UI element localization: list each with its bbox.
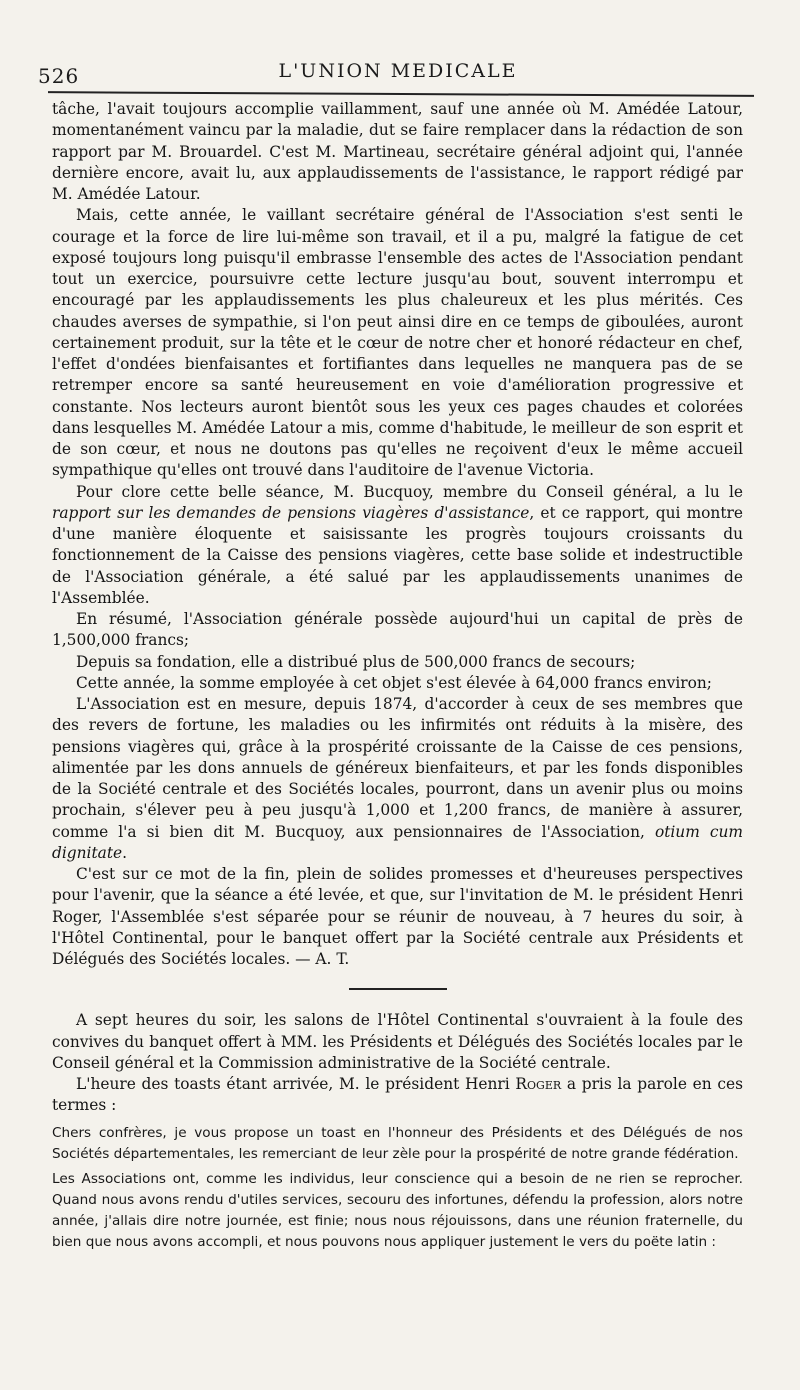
header-rule [48, 91, 754, 97]
text-span: . [122, 843, 128, 862]
paragraph-summary-year: Cette année, la somme employée à cet objet s'est élevée à 64,000 francs environ; [76, 673, 712, 692]
paragraph-closing: C'est sur ce mot de la fin, plein de solides promesses et d'heureuses perspectives pour l'avenir, que la séance a été levée, et que, sur l'invitation de M. le président Henri Roger, l'Assemblée s'est séparée pour se réunir de nouveau, à 7 heures du soir, à l'Hôtel Continental, pour le banquet offert par la Société centrale aux Présidents et Délégués des Sociétés locales. — A. T. [52, 865, 743, 968]
article-body [52, 99, 743, 1253]
paragraph-banquet: A sept heures du soir, les salons de l'Hôtel Continental s'ouvraient à la foule des convives du banquet offert à MM. les Présidents et Délégués des Sociétés locales par le Conseil général et la Commission administrative de la Société centrale. [52, 1011, 743, 1072]
text-span: a pris la parole en ces termes : [52, 1075, 743, 1115]
paragraph-toasts [52, 1074, 743, 1117]
text-span: Pour clore cette belle séance, M. Bucquoy, membre du Conseil général, a lu le [76, 482, 743, 501]
paragraph-latour-report: Mais, cette année, le vaillant secrétaire général de l'Association s'est senti le courage et la force de lire lui-même son travail, et il a pu, malgré la fatigue de cet exposé toujours long puisqu'il embrasse l'ensemble des actes de l'Association pendant tout un exercice, poursuivre cette lecture jusqu'au bout, souvent interrompu et encouragé par les applaudissements les plus chaleureux et les plus mérités. Ces chaudes averses de sympathie, si l'on peut ainsi dire en ce temps de giboulées, auront certainement produit, sur la tête et le cœur de notre cher et honoré rédacteur en chef, l'effet d'ondées bienfaisantes et fortifiantes dans lequelles ne manquera pas de se retremper encore sa santé heureusement en voie d'amélioration progressive et constante. Nos lecteurs auront bientôt sous les yeux ces pages chaudes et colorées dans lesquelles M. Amédée Latour a mis, comme d'habitude, le meilleur de son esprit et de son cœur, et nous ne doutons pas qu'elles ne reçoivent d'eux le même accueil sympathique qu'elles ont trouvé dans l'auditoire de l'avenue Victoria. [52, 206, 743, 480]
speech-paragraph: Chers confrères, je vous propose un toast en l'honneur des Présidents et des Délégués de nos Sociétés départementales, les remerciant de leur zèle pour la prospérité de notre grande fédération. [52, 1124, 743, 1162]
president-name: Roger [515, 1075, 562, 1093]
report-title-italic: rapport sur les demandes de pensions viagères d'assistance [52, 503, 530, 522]
paragraph-pensions [52, 694, 743, 864]
speech-paragraph: Les Associations ont, comme les individus, leur conscience qui a besoin de ne rien se reprocher. Quand nous avons rendu d'utiles services, secouru des infortunes, défendu la profession, alors notre année, j'allais dire notre journée, est finie; nous nous réjouissons, dans une réunion fraternelle, du bien que nous avons accompli, et nous pouvons nous appliquer justement le vers du poëte latin : [52, 1170, 743, 1250]
text-span: L'Association est en mesure, depuis 1874, d'accorder à ceux de ses membres que des revers de fortune, les maladies ou les infirmités ont réduits à la misère, des pensions viagères qui, grâce à la prospérité croissante de la Caisse de ces pensions, alimentée par les dons annuels de généreux bienfaiteurs, et par les fonds disponibles de la Société centrale et des Sociétés locales, pourront, dans un avenir plus ou moins prochain, s'élever peu à peu jusqu'à 1,000 et 1,200 francs, de manière à assurer, comme l'a si bien dit M. Bucquoy, aux pensionnaires de l'Association, [52, 695, 743, 841]
journal-title: L'UNION MEDICALE [278, 60, 518, 82]
paragraph-continuation: tâche, l'avait toujours accomplie vaillamment, sauf une année où M. Amédée Latour, momentanément vaincu par la maladie, dut se faire remplacer dans la rédaction de son rapport par M. Brouardel. C'est M. Martineau, secrétaire général adjoint qui, l'année dernière encore, avait lu, aux applaudissements de l'assistance, le rapport rédigé par M. Amédée Latour. [52, 100, 743, 203]
text-span: L'heure des toasts étant arrivée, M. le président Henri [76, 1075, 516, 1093]
paragraph-bucquoy-report [52, 482, 743, 610]
paragraph-summary-capital: En résumé, l'Association générale possède aujourd'hui un capital de près de 1,500,000 francs; [52, 610, 743, 650]
toast-speech [52, 1123, 743, 1253]
page-number: 526 [38, 64, 80, 88]
section-divider [349, 988, 447, 990]
paragraph-summary-relief: Depuis sa fondation, elle a distribué plus de 500,000 francs de secours; [76, 652, 636, 671]
latin-phrase-italic: otium cum dignitate [52, 822, 743, 862]
text-span: , et ce rapport, qui montre d'une manière éloquente et saisissante les progrès toujours croissants du fonctionnement de la Caisse des pensions viagères, cette base solide et indestructible de l'Association générale, a été salué par les applaudissements unanimes de l'Assemblée. [52, 503, 743, 607]
page-header [38, 54, 758, 90]
